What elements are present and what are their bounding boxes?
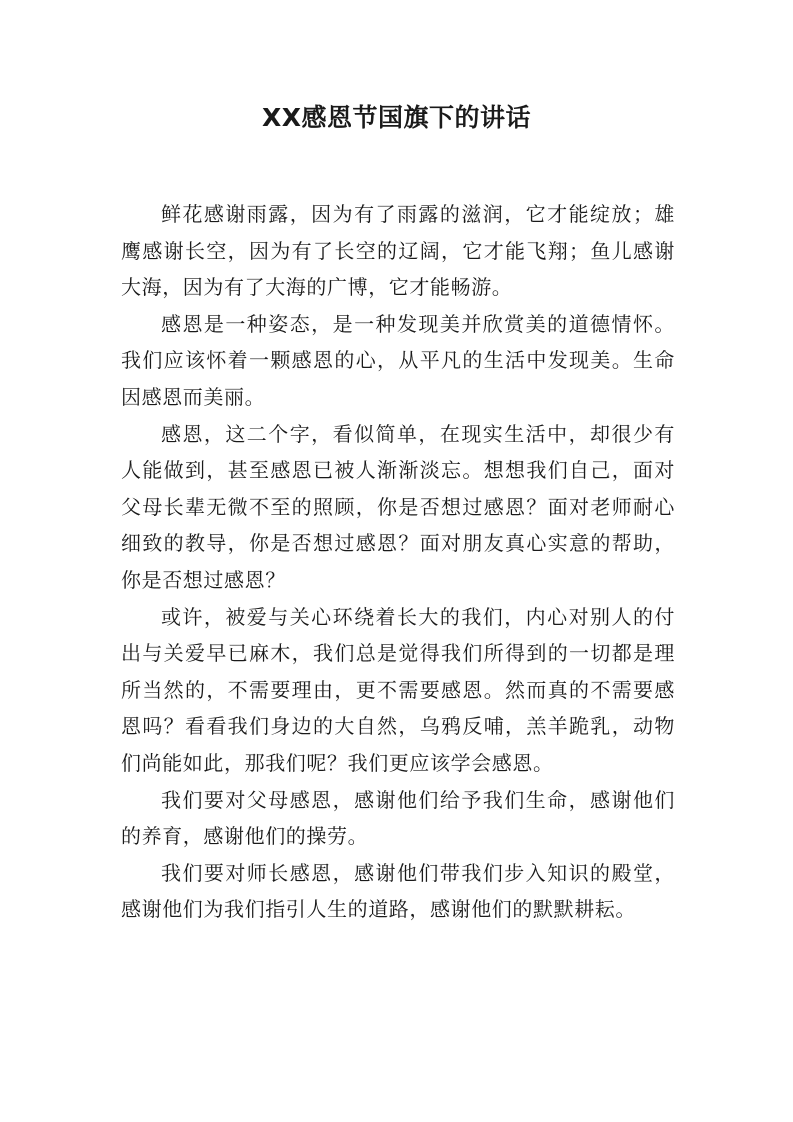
paragraph: 我们要对父母感恩，感谢他们给予我们生命，感谢他们的养育，感谢他们的操劳。: [121, 787, 675, 849]
paragraph: 感恩是一种姿态，是一种发现美并欣赏美的道德情怀。我们应该怀着一颗感恩的心，从平凡的生活中发现美。生命因感恩而美丽。: [121, 311, 675, 409]
paragraph: 感恩，这二个字，看似简单，在现实生活中，却很少有人能做到，甚至感恩已被人渐渐淡忘。想想我们自己，面对父母长辈无微不至的照顾，你是否想过感恩？面对老师耐心细致的教导，你是否想过感恩？面对朋友真心实意的帮助，你是否想过感恩？: [121, 421, 675, 592]
paragraph: 或许，被爱与关心环绕着长大的我们，内心对别人的付出与关爱早已麻木，我们总是觉得我们所得到的一切都是理所当然的，不需要理由，更不需要感恩。然而真的不需要感恩吗？看看我们身边的大自然，乌鸦反哺，羔羊跪乳，动物们尚能如此，那我们呢？我们更应该学会感恩。: [121, 604, 675, 775]
paragraph: 我们要对师长感恩，感谢他们带我们步入知识的殿堂，感谢他们为我们指引人生的道路，感谢他们的默默耕耘。: [121, 860, 675, 922]
document-title: XX感恩节国旗下的讲话: [261, 103, 532, 132]
paragraph: 鲜花感谢雨露，因为有了雨露的滋润，它才能绽放；雄鹰感谢长空，因为有了长空的辽阔，它才能飞翔；鱼儿感谢大海，因为有了大海的广博，它才能畅游。: [121, 202, 675, 300]
document-body: [121, 196, 675, 928]
